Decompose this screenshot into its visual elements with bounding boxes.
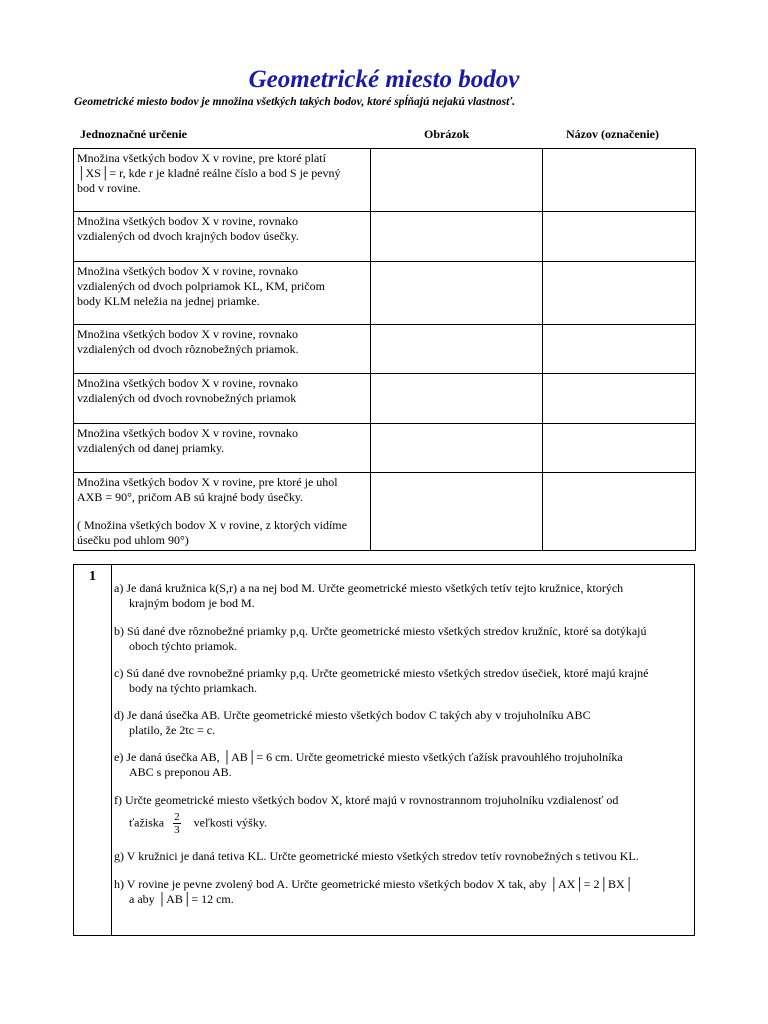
definition-cell: Množina všetkých bodov X v rovine, rovnako vzdialených od dvoch polpriamok KL, KM, pričom body KLM neležia na jednej priamke. — [74, 262, 371, 325]
image-cell[interactable] — [371, 424, 543, 473]
name-cell[interactable] — [543, 149, 696, 212]
definition-cell: Množina všetkých bodov X v rovine, rovnako vzdialených od danej priamky. — [74, 424, 371, 473]
task-d: d) Je daná úsečka AB. Určte geometrické miesto všetkých bodov C takých aby v trojuholníku ABC platilo, že 2tc = c. — [114, 708, 591, 737]
name-cell[interactable] — [543, 424, 696, 473]
definition-cell: Množina všetkých bodov X v rovine, rovnako vzdialených od dvoch rovnobežných priamok — [74, 374, 371, 424]
table-row — [74, 262, 696, 325]
task-divider — [111, 565, 112, 935]
page-subtitle: Geometrické miesto bodov je množina všetkých takých bodov, ktoré spĺňajú nejakú vlastnosť. — [74, 96, 516, 108]
task-a: a) Je daná kružnica k(S,r) a na nej bod M. Určte geometrické miesto všetkých tetív tejto kružnice, ktorých krajným bodom je bod M. — [114, 581, 624, 610]
image-cell[interactable] — [371, 212, 543, 262]
task-b: b) Sú dané dve rôznobežné priamky p,q. Určte geometrické miesto všetkých stredov kružníc, ktoré sa dotýkajú oboch týchto priamok. — [114, 624, 647, 653]
table-row — [74, 212, 696, 262]
name-cell[interactable] — [543, 212, 696, 262]
name-cell[interactable] — [543, 374, 696, 424]
image-cell[interactable] — [371, 473, 543, 551]
task-h: h) V rovine je pevne zvolený bod A. Určte geometrické miesto všetkých bodov X tak, aby │AX│= 2│BX│ a aby │AB│= 12 cm. — [114, 877, 634, 906]
table-row — [74, 325, 696, 374]
table-row — [74, 473, 696, 551]
image-cell[interactable] — [371, 149, 543, 212]
column-header-name: Názov (označenie) — [566, 127, 659, 141]
name-cell[interactable] — [543, 325, 696, 374]
column-header-image: Obrázok — [424, 127, 470, 141]
table-row — [74, 149, 696, 212]
task-g: g) V kružnici je daná tetiva KL. Určte geometrické miesto všetkých stredov tetív rovnobežných s tetivou KL. — [114, 849, 639, 863]
definition-cell: Množina všetkých bodov X v rovine, pre ktoré platí │XS│= r, kde r je kladné reálne číslo a bod S je pevný bod v rovine. — [74, 149, 371, 212]
definition-cell: Množina všetkých bodov X v rovine, rovnako vzdialených od dvoch rôznobežných priamok. — [74, 325, 371, 374]
task-number: 1 — [89, 569, 96, 584]
task-c: c) Sú dané dve rovnobežné priamky p,q. Určte geometrické miesto všetkých stredov úsečiek, ktoré majú krajné body na týchto priamkach. — [114, 666, 649, 695]
loci-table — [73, 148, 696, 551]
two-thirds-fraction: $\frac{2}{3}$ — [174, 811, 180, 836]
task-e: e) Je daná úsečka AB, │AB│= 6 cm. Určte geometrické miesto všetkých ťažísk pravouhlého trojuholníka ABC s preponou AB. — [114, 750, 623, 779]
page-title: Geometrické miesto bodov — [248, 66, 520, 93]
name-cell[interactable] — [543, 473, 696, 551]
task-box — [73, 564, 695, 936]
table-row — [74, 374, 696, 424]
image-cell[interactable] — [371, 374, 543, 424]
column-header-definition: Jednoznačné určenie — [80, 127, 187, 141]
image-cell[interactable] — [371, 262, 543, 325]
image-cell[interactable] — [371, 325, 543, 374]
definition-cell: Množina všetkých bodov X v rovine, pre ktoré je uhol AXB = 90°, pričom AB sú krajné body úsečky. ( Množina všetkých bodov X v rovine, z ktorých vidíme úsečku pod uhlom 90°) — [74, 473, 371, 551]
task-f: f) Určte geometrické miesto všetkých bodov X, ktoré majú v rovnostrannom trojuholníku vzdialenosť od ťažiska $\frac{2}{3}$ veľkosti výšky. — [114, 793, 619, 836]
definition-cell: Množina všetkých bodov X v rovine, rovnako vzdialených od dvoch krajných bodov úsečky. — [74, 212, 371, 262]
name-cell[interactable] — [543, 262, 696, 325]
table-row — [74, 424, 696, 473]
